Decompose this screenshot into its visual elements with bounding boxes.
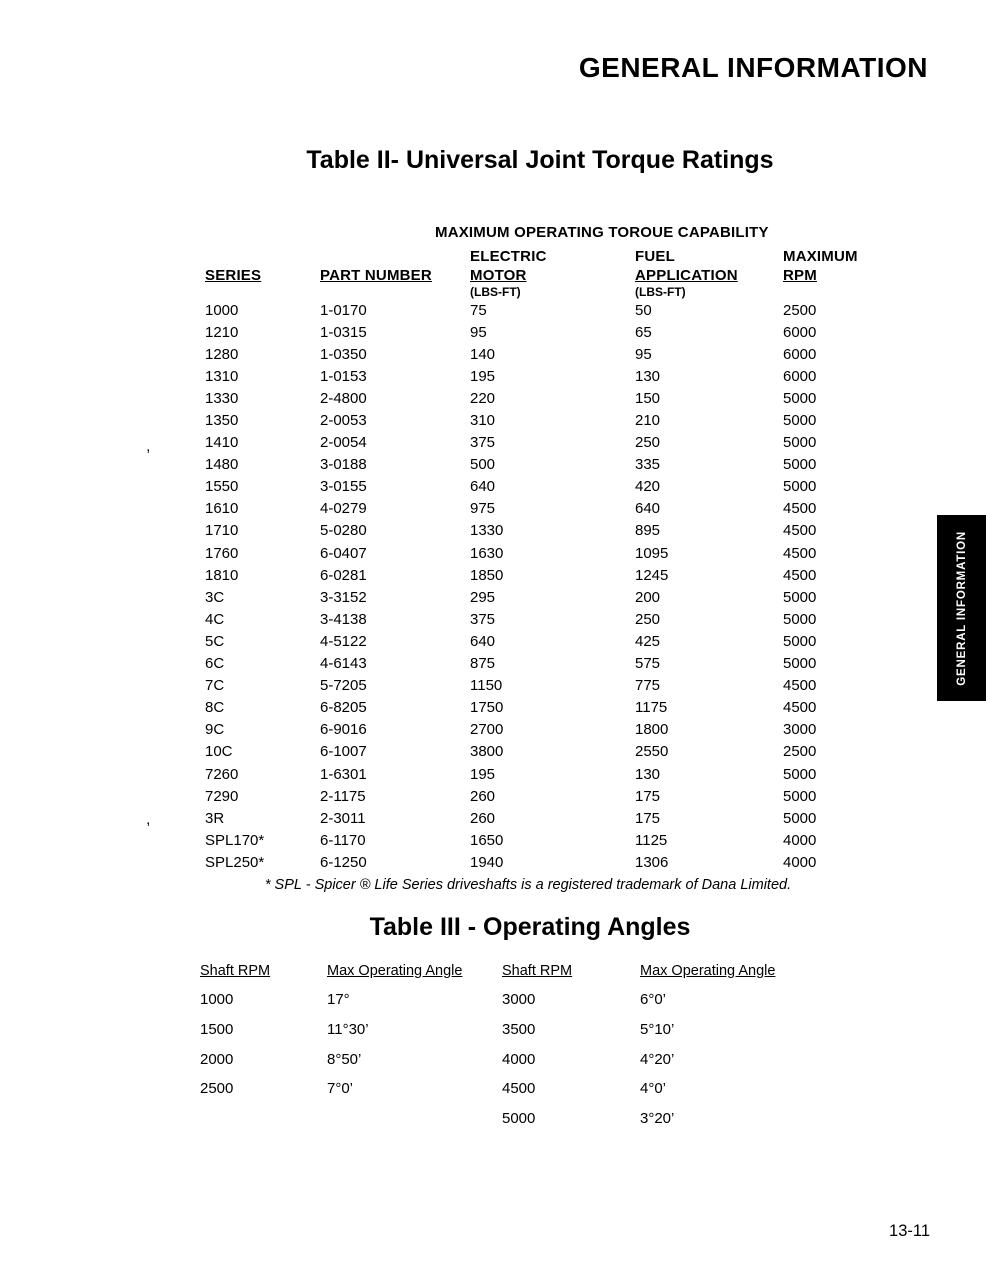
table-cell: 95 — [635, 345, 652, 363]
section-tab-label: GENERAL INFORMATION — [955, 530, 968, 686]
table-cell: 2550 — [635, 743, 669, 761]
table-cell: 150 — [635, 389, 661, 407]
table-cell: 75 — [470, 301, 487, 319]
table-row — [205, 608, 905, 630]
table-row — [205, 741, 905, 763]
table-cell: 8°50’ — [327, 1050, 362, 1068]
table-cell: 175 — [635, 809, 661, 827]
table-cell: 2-3011 — [320, 809, 366, 827]
table-cell: 2500 — [200, 1080, 234, 1098]
table-cell: 1125 — [635, 831, 668, 849]
table-row — [205, 719, 905, 741]
table-cell: 1710 — [205, 522, 239, 540]
col-header-label: Max Operating Angle — [327, 963, 463, 979]
table3-title: Table III - Operating Angles — [369, 913, 691, 941]
table-cell: 2000 — [200, 1050, 234, 1068]
table-cell: 3000 — [502, 991, 536, 1009]
table-cell: 425 — [635, 632, 661, 650]
table-cell: 4500 — [783, 544, 817, 562]
units-cell-empty — [320, 285, 470, 299]
table-cell: SPL170* — [205, 831, 265, 849]
table-cell: 7290 — [205, 787, 239, 805]
col-header-max-angle — [327, 963, 502, 983]
table-cell: 1750 — [470, 699, 504, 717]
table-cell: 1630 — [470, 544, 504, 562]
table-cell: 895 — [635, 522, 661, 540]
col-header-label: FUEL — [635, 248, 675, 265]
table-cell: 4500 — [502, 1080, 536, 1098]
stray-mark: , — [146, 438, 151, 455]
table-cell: 4500 — [783, 677, 817, 695]
table-row — [200, 1015, 810, 1045]
table-cell: 8C — [205, 699, 225, 717]
table-cell: 6-1170 — [320, 831, 366, 849]
table-cell: 4C — [205, 610, 225, 628]
table-row — [205, 675, 905, 697]
units-cell-empty — [783, 285, 878, 299]
table-cell: 5°10’ — [640, 1021, 675, 1039]
table-row — [205, 321, 905, 343]
table-row — [205, 807, 905, 829]
table-cell: 2700 — [470, 721, 504, 739]
table-cell: 1940 — [470, 853, 504, 871]
table-cell: 2-1175 — [320, 787, 366, 805]
table-row — [205, 299, 905, 321]
table-cell: 195 — [470, 765, 496, 783]
table-row — [205, 542, 905, 564]
col-header-label: MOTOR — [470, 267, 527, 284]
table-cell: 3-0155 — [320, 478, 367, 496]
table-cell: 1150 — [470, 677, 503, 695]
table2-title: Table II- Universal Joint Torque Ratings — [306, 146, 774, 174]
table-cell: 220 — [470, 389, 496, 407]
table-cell: 1175 — [635, 699, 668, 717]
table-cell: 7C — [205, 677, 225, 695]
table3-body — [200, 985, 810, 1133]
col-header-electric-motor — [470, 247, 635, 285]
table-cell: 5000 — [783, 412, 817, 430]
table-cell: 5000 — [783, 809, 817, 827]
table-cell: 3500 — [502, 1021, 536, 1039]
table-row — [205, 586, 905, 608]
table-cell: 1480 — [205, 456, 239, 474]
col-header-label: PART NUMBER — [320, 267, 432, 284]
table-cell: 1410 — [205, 434, 239, 452]
table-cell: 1-0153 — [320, 367, 367, 385]
table-cell: 5000 — [783, 456, 817, 474]
units-cell-empty — [205, 285, 320, 299]
table-cell: 5000 — [783, 434, 817, 452]
col-header-maximum-rpm — [783, 247, 878, 285]
col-header-label: SERIES — [205, 267, 262, 284]
table-cell: 6000 — [783, 323, 817, 341]
table-cell: 3-4138 — [320, 610, 367, 628]
table-cell: 1760 — [205, 544, 239, 562]
table-row — [200, 985, 810, 1015]
table-row — [205, 454, 905, 476]
table-cell: 4-5122 — [320, 632, 367, 650]
table-cell: 1-6301 — [320, 765, 367, 783]
table-cell: 1330 — [470, 522, 504, 540]
table-cell: 6C — [205, 655, 225, 673]
table-cell: 50 — [635, 301, 652, 319]
table-cell: 195 — [470, 367, 496, 385]
col-header-label: Shaft RPM — [502, 963, 573, 979]
table-cell: 5000 — [783, 478, 817, 496]
table-cell: 5000 — [502, 1110, 536, 1128]
table-cell: 975 — [470, 500, 496, 518]
table-cell: 335 — [635, 456, 661, 474]
col-header-series — [205, 247, 320, 285]
table-cell: 2-4800 — [320, 389, 367, 407]
table-cell: 4-0279 — [320, 500, 367, 518]
table-cell: 1-0350 — [320, 345, 367, 363]
table-cell: 5000 — [783, 610, 817, 628]
table-cell: 250 — [635, 434, 661, 452]
table-cell: 3C — [205, 588, 225, 606]
table-row — [200, 1074, 810, 1104]
table-cell: 6-8205 — [320, 699, 367, 717]
table-cell: 260 — [470, 809, 496, 827]
table-cell: 6-9016 — [320, 721, 367, 739]
table-cell: 875 — [470, 655, 496, 673]
table-cell: 1245 — [635, 566, 669, 584]
table-cell: 4°0’ — [640, 1080, 667, 1098]
table-cell: 2-0053 — [320, 412, 367, 430]
table-cell: 5000 — [783, 588, 817, 606]
table-row — [200, 1044, 810, 1074]
table-cell: 640 — [635, 500, 661, 518]
table-cell: 5000 — [783, 389, 817, 407]
table-cell: 130 — [635, 765, 661, 783]
table-cell: 175 — [635, 787, 661, 805]
col-header-label: Shaft RPM — [200, 963, 271, 979]
table2-group-header: MAXIMUM OPERATING TOROUE CAPABILITY — [435, 224, 769, 241]
col-header-shaft-rpm — [200, 963, 327, 983]
table-row — [205, 851, 905, 873]
table-cell: 2-0054 — [320, 434, 367, 452]
table-cell: 3-0188 — [320, 456, 367, 474]
table-cell: 6000 — [783, 367, 817, 385]
table-cell: 420 — [635, 478, 661, 496]
table-cell: 3R — [205, 809, 225, 827]
table-cell: 1610 — [205, 500, 239, 518]
table-cell: 250 — [635, 610, 661, 628]
table-cell: 310 — [470, 412, 496, 430]
table-row — [205, 365, 905, 387]
table-cell: 500 — [470, 456, 496, 474]
col-header-label: ELECTRIC — [470, 248, 547, 265]
table-row — [205, 498, 905, 520]
table-cell: 9C — [205, 721, 225, 739]
table-cell: 2500 — [783, 301, 817, 319]
stray-mark: , — [146, 811, 151, 828]
units-cell: (LBS-FT) — [635, 285, 686, 299]
table-cell: 3800 — [470, 743, 504, 761]
table-cell: 5C — [205, 632, 225, 650]
table-cell: 6°0’ — [640, 991, 667, 1009]
page-title: GENERAL INFORMATION — [578, 52, 928, 83]
table-cell: 3°20’ — [640, 1110, 675, 1128]
table-cell: 5000 — [783, 632, 817, 650]
page-number: 13-11 — [889, 1222, 930, 1240]
col-header-label: Max Operating Angle — [640, 963, 776, 979]
table-cell: 5-7205 — [320, 677, 367, 695]
table-cell: 1-0170 — [320, 301, 367, 319]
table-cell: 3000 — [783, 721, 817, 739]
units-cell: (LBS-FT) — [470, 285, 521, 299]
table-cell: 1500 — [200, 1021, 234, 1039]
table-row — [205, 697, 905, 719]
table-cell: 11°30’ — [327, 1021, 369, 1039]
table-cell: 4000 — [783, 853, 817, 871]
table-cell: 200 — [635, 588, 661, 606]
table-cell: 4500 — [783, 522, 817, 540]
table-cell: 575 — [635, 655, 661, 673]
table-cell: 1330 — [205, 389, 239, 407]
table-cell: 640 — [470, 632, 496, 650]
table-cell: 1000 — [205, 301, 239, 319]
table-cell: 4500 — [783, 566, 817, 584]
table-cell: 1280 — [205, 345, 239, 363]
table-cell: 775 — [635, 677, 661, 695]
table-cell: 65 — [635, 323, 652, 341]
table-row — [205, 387, 905, 409]
table-cell: 5-0280 — [320, 522, 367, 540]
table-cell: 6-0281 — [320, 566, 367, 584]
table-row — [205, 476, 905, 498]
table-cell: 95 — [470, 323, 487, 341]
col-header-label: APPLICATION — [635, 267, 738, 284]
table-cell: 1650 — [470, 831, 504, 849]
col-header-shaft-rpm — [502, 963, 640, 983]
table-cell: 6000 — [783, 345, 817, 363]
table-cell: 2500 — [783, 743, 817, 761]
table-row — [205, 785, 905, 807]
table-row — [205, 829, 905, 851]
table2 — [205, 247, 905, 873]
table-cell: 17° — [327, 991, 350, 1009]
table-cell: 210 — [635, 412, 661, 430]
table-cell: 1306 — [635, 853, 669, 871]
col-header-part-number — [320, 247, 470, 285]
table3-header-row — [200, 963, 810, 983]
table2-body — [205, 299, 905, 873]
table3 — [200, 963, 810, 1133]
table-row — [205, 520, 905, 542]
table-cell: 1000 — [200, 991, 234, 1009]
table-row — [205, 409, 905, 431]
table-cell: 6-1250 — [320, 853, 367, 871]
table-cell: 4°20’ — [640, 1050, 675, 1068]
col-header-label: RPM — [783, 267, 817, 284]
table-cell: 1800 — [635, 721, 669, 739]
table-cell: 1210 — [205, 323, 239, 341]
table-cell: 140 — [470, 345, 496, 363]
table-cell: 6-0407 — [320, 544, 367, 562]
table-cell: 6-1007 — [320, 743, 367, 761]
table-cell: 375 — [470, 434, 496, 452]
table-row — [205, 630, 905, 652]
col-header-fuel-application — [635, 247, 783, 285]
table-row — [205, 432, 905, 454]
table-cell: 1095 — [635, 544, 669, 562]
table-cell: 4500 — [783, 500, 817, 518]
table-row — [205, 653, 905, 675]
table-cell: 260 — [470, 787, 496, 805]
table-row — [205, 763, 905, 785]
table-row — [205, 564, 905, 586]
table-cell: 1550 — [205, 478, 239, 496]
table-cell: 5000 — [783, 765, 817, 783]
table-cell: 5000 — [783, 787, 817, 805]
table-cell: 1310 — [205, 367, 239, 385]
table-cell: 1-0315 — [320, 323, 367, 341]
table-cell: 375 — [470, 610, 496, 628]
table-cell: 4-6143 — [320, 655, 367, 673]
table-cell: SPL250* — [205, 853, 265, 871]
table-cell: 640 — [470, 478, 496, 496]
table-cell: 1350 — [205, 412, 239, 430]
table-cell: 4000 — [502, 1050, 536, 1068]
table2-header-row — [205, 247, 905, 285]
table-row — [200, 1104, 810, 1134]
table-row — [205, 343, 905, 365]
table2-footnote: * SPL - Spicer ® Life Series driveshafts is a registered trademark of Dana Limited. — [264, 877, 792, 893]
table-cell: 295 — [470, 588, 496, 606]
col-header-max-angle — [640, 963, 810, 983]
table2-units-row — [205, 285, 905, 299]
table-cell: 130 — [635, 367, 661, 385]
col-header-label: MAXIMUM — [783, 248, 858, 265]
table-cell: 10C — [205, 743, 233, 761]
table-cell: 4000 — [783, 831, 817, 849]
table-cell: 7°0’ — [327, 1080, 354, 1098]
table-cell: 1850 — [470, 566, 504, 584]
table-cell: 1810 — [205, 566, 239, 584]
table-cell: 3-3152 — [320, 588, 367, 606]
table-cell: 7260 — [205, 765, 239, 783]
table-cell: 4500 — [783, 699, 817, 717]
section-tab — [937, 515, 986, 701]
table-cell: 5000 — [783, 655, 817, 673]
